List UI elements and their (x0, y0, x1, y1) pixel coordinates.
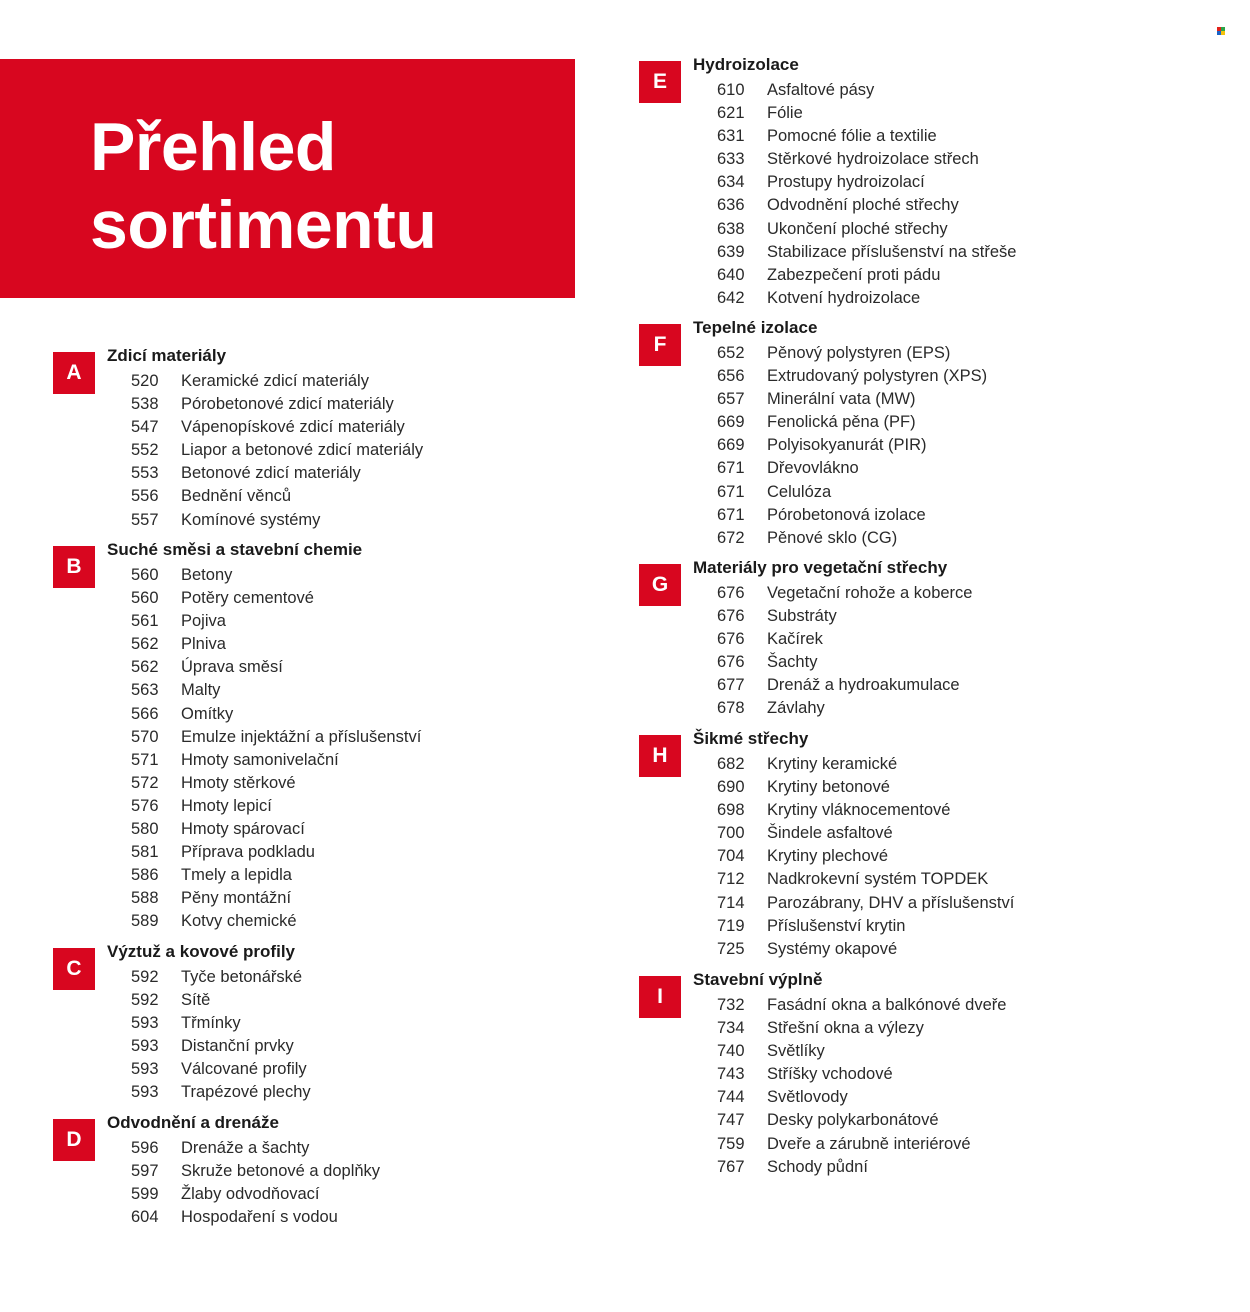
item-code: 744 (717, 1088, 745, 1107)
item-name: Drenáže a šachty (181, 1139, 310, 1157)
item-code: 538 (131, 395, 159, 414)
section-title: Hydroizolace (693, 55, 799, 74)
item-code: 581 (131, 843, 159, 862)
item-name: Hmoty spárovací (181, 820, 305, 839)
multicolor-square-icon (1217, 27, 1225, 35)
item-code: 652 (717, 344, 745, 362)
item-name: Šindele asfaltové (767, 824, 893, 843)
item-code: 636 (717, 196, 745, 215)
item-name: Betonové zdicí materiály (181, 464, 361, 483)
item-code: 725 (717, 939, 745, 958)
item-name: Sítě (181, 991, 211, 1010)
item-name: Hmoty stěrkové (181, 773, 296, 792)
item-name: Střešní okna a výlezy (767, 1019, 924, 1038)
item-code: 560 (131, 566, 159, 584)
item-code: 759 (717, 1134, 745, 1153)
item-code: 557 (131, 510, 159, 529)
item-name: Keramické zdicí materiály (181, 372, 369, 390)
item-name: Šachty (767, 653, 818, 672)
item-code: 556 (131, 487, 159, 506)
item-code: 700 (717, 824, 745, 843)
item-name: Plniva (181, 635, 226, 654)
item-code: 640 (717, 265, 745, 284)
section-letter-badge: I (639, 976, 681, 1018)
item-name: Hospodaření s vodou (181, 1208, 338, 1227)
item-code: 669 (717, 436, 745, 455)
item-name: Kotvy chemické (181, 912, 297, 931)
item-name: Nadkrokevní systém TOPDEK (767, 870, 989, 889)
item-name: Distanční prvky (181, 1037, 294, 1056)
section-title: Suché směsi a stavební chemie (107, 540, 363, 559)
item-name: Válcované profily (181, 1060, 307, 1079)
item-name: Vegetační rohože a koberce (767, 584, 973, 602)
item-code: 639 (717, 242, 745, 261)
item-name: Pěny montážní (181, 889, 292, 908)
item-code: 597 (131, 1162, 159, 1181)
item-code: 669 (717, 413, 745, 432)
section-title: Tepelné izolace (693, 318, 818, 337)
item-code: 588 (131, 889, 159, 908)
section-letter-badge: E (639, 61, 681, 103)
item-name: Komínové systémy (181, 510, 321, 529)
item-name: Příslušenství krytin (767, 916, 906, 935)
item-name: Vápenopískové zdicí materiály (181, 418, 405, 437)
item-code: 566 (131, 704, 159, 723)
item-code: 747 (717, 1111, 745, 1130)
section-title: Zdicí materiály (107, 346, 227, 365)
item-name: Pojiva (181, 612, 226, 631)
item-name: Extrudovaný polystyren (XPS) (767, 367, 988, 386)
item-code: 592 (131, 968, 159, 986)
item-code: 562 (131, 658, 159, 677)
item-name: Celulóza (767, 482, 832, 501)
item-name: Fólie (767, 104, 803, 123)
item-name: Ukončení ploché střechy (767, 219, 948, 238)
item-name: Polyisokyanurát (PIR) (767, 436, 927, 455)
item-code: 631 (717, 127, 745, 146)
page-title: Přehled sortimentu (90, 109, 437, 263)
item-code: 743 (717, 1065, 745, 1084)
item-code: 562 (131, 635, 159, 654)
item-name: Bednění věnců (181, 487, 292, 506)
item-code: 560 (131, 589, 159, 608)
item-name: Pórobetonová izolace (767, 505, 926, 524)
item-code: 586 (131, 866, 159, 885)
item-name: Parozábrany, DHV a příslušenství (767, 893, 1015, 912)
item-name: Pěnový polystyren (EPS) (767, 344, 951, 362)
item-name: Dveře a zárubně interiérové (767, 1134, 971, 1153)
item-code: 634 (717, 173, 745, 192)
item-name: Krytiny keramické (767, 755, 898, 773)
item-code: 580 (131, 820, 159, 839)
item-code: 592 (131, 991, 159, 1010)
section-letter-badge: A (53, 352, 95, 394)
item-code: 596 (131, 1139, 159, 1157)
item-code: 633 (717, 150, 745, 169)
item-code: 571 (131, 750, 159, 769)
section-letter-badge: H (639, 735, 681, 777)
item-code: 734 (717, 1019, 745, 1038)
item-name: Substráty (767, 607, 837, 626)
item-name: Malty (181, 681, 221, 700)
item-code: 593 (131, 1060, 159, 1079)
item-code: 677 (717, 676, 745, 695)
item-code: 671 (717, 459, 745, 478)
item-name: Hmoty samonivelační (181, 750, 339, 769)
item-code: 570 (131, 727, 159, 746)
item-code: 561 (131, 612, 159, 631)
item-code: 671 (717, 482, 745, 501)
item-name: Fenolická pěna (PF) (767, 413, 916, 432)
item-name: Minerální vata (MW) (767, 390, 916, 409)
item-code: 593 (131, 1014, 159, 1033)
item-name: Asfaltové pásy (767, 81, 875, 99)
item-code: 593 (131, 1083, 159, 1102)
item-code: 671 (717, 505, 745, 524)
item-name: Tmely a lepidla (181, 866, 292, 885)
item-code: 712 (717, 870, 745, 889)
item-name: Dřevovlákno (767, 459, 859, 478)
section-letter-badge: D (53, 1119, 95, 1161)
item-code: 678 (717, 699, 745, 718)
item-code: 732 (717, 996, 745, 1014)
item-code: 714 (717, 893, 745, 912)
item-name: Kotvení hydroizolace (767, 288, 921, 307)
section-title: Odvodnění a drenáže (107, 1113, 279, 1132)
section-title: Šikmé střechy (693, 729, 809, 748)
item-code: 676 (717, 653, 745, 672)
item-code: 638 (717, 219, 745, 238)
item-name: Krytiny betonové (767, 778, 890, 797)
item-name: Světlovody (767, 1088, 848, 1107)
item-name: Odvodnění ploché střechy (767, 196, 959, 215)
item-name: Kačírek (767, 630, 823, 649)
section-letter-badge: G (639, 564, 681, 606)
item-name: Pěnové sklo (CG) (767, 528, 898, 547)
item-name: Potěry cementové (181, 589, 314, 608)
section-title: Výztuž a kovové profily (107, 942, 295, 961)
item-code: 676 (717, 607, 745, 626)
item-code: 520 (131, 372, 159, 390)
section-letter-badge: F (639, 324, 681, 366)
item-name: Prostupy hydroizolací (767, 173, 925, 192)
item-name: Třmínky (181, 1014, 241, 1033)
item-name: Světlíky (767, 1042, 825, 1061)
item-name: Pomocné fólie a textilie (767, 127, 937, 146)
item-name: Fasádní okna a balkónové dveře (767, 996, 1007, 1014)
item-name: Desky polykarbonátové (767, 1111, 939, 1130)
item-code: 656 (717, 367, 745, 386)
item-code: 589 (131, 912, 159, 931)
item-code: 698 (717, 801, 745, 820)
item-name: Zabezpečení proti pádu (767, 265, 941, 284)
item-code: 657 (717, 390, 745, 409)
item-code: 719 (717, 916, 745, 935)
section-letter-badge: C (53, 948, 95, 990)
item-code: 610 (717, 81, 745, 99)
item-name: Pórobetonové zdicí materiály (181, 395, 394, 414)
item-name: Žlaby odvodňovací (181, 1185, 320, 1204)
item-code: 553 (131, 464, 159, 483)
item-name: Hmoty lepicí (181, 796, 272, 815)
item-name: Drenáž a hydroakumulace (767, 676, 960, 695)
item-code: 547 (131, 418, 159, 437)
item-name: Systémy okapové (767, 939, 898, 958)
item-name: Příprava podkladu (181, 843, 315, 862)
item-code: 704 (717, 847, 745, 866)
item-name: Emulze injektážní a příslušenství (181, 727, 422, 746)
item-name: Stěrkové hydroizolace střech (767, 150, 979, 169)
item-code: 676 (717, 584, 745, 602)
item-name: Schody půdní (767, 1157, 868, 1176)
item-code: 593 (131, 1037, 159, 1056)
item-code: 563 (131, 681, 159, 700)
item-name: Skruže betonové a doplňky (181, 1162, 381, 1181)
item-name: Liapor a betonové zdicí materiály (181, 441, 424, 460)
item-name: Úprava směsí (181, 658, 283, 677)
item-code: 740 (717, 1042, 745, 1061)
item-code: 599 (131, 1185, 159, 1204)
item-code: 676 (717, 630, 745, 649)
section-title: Stavební výplně (693, 970, 823, 989)
item-code: 621 (717, 104, 745, 123)
item-name: Závlahy (767, 699, 825, 718)
item-code: 767 (717, 1157, 745, 1176)
item-code: 690 (717, 778, 745, 797)
item-name: Trapézové plechy (181, 1083, 311, 1102)
section-letter-badge: B (53, 546, 95, 588)
item-code: 576 (131, 796, 159, 815)
item-name: Krytiny vláknocementové (767, 801, 951, 820)
item-name: Krytiny plechové (767, 847, 889, 866)
item-name: Stříšky vchodové (767, 1065, 893, 1084)
item-name: Omítky (181, 704, 234, 723)
item-code: 604 (131, 1208, 159, 1227)
item-name: Stabilizace příslušenství na střeše (767, 242, 1017, 261)
item-name: Tyče betonářské (181, 968, 303, 986)
item-code: 552 (131, 441, 159, 460)
item-code: 642 (717, 288, 745, 307)
item-code: 672 (717, 528, 745, 547)
item-name: Betony (181, 566, 233, 584)
item-code: 572 (131, 773, 159, 792)
item-code: 682 (717, 755, 745, 773)
section-title: Materiály pro vegetační střechy (693, 558, 948, 577)
